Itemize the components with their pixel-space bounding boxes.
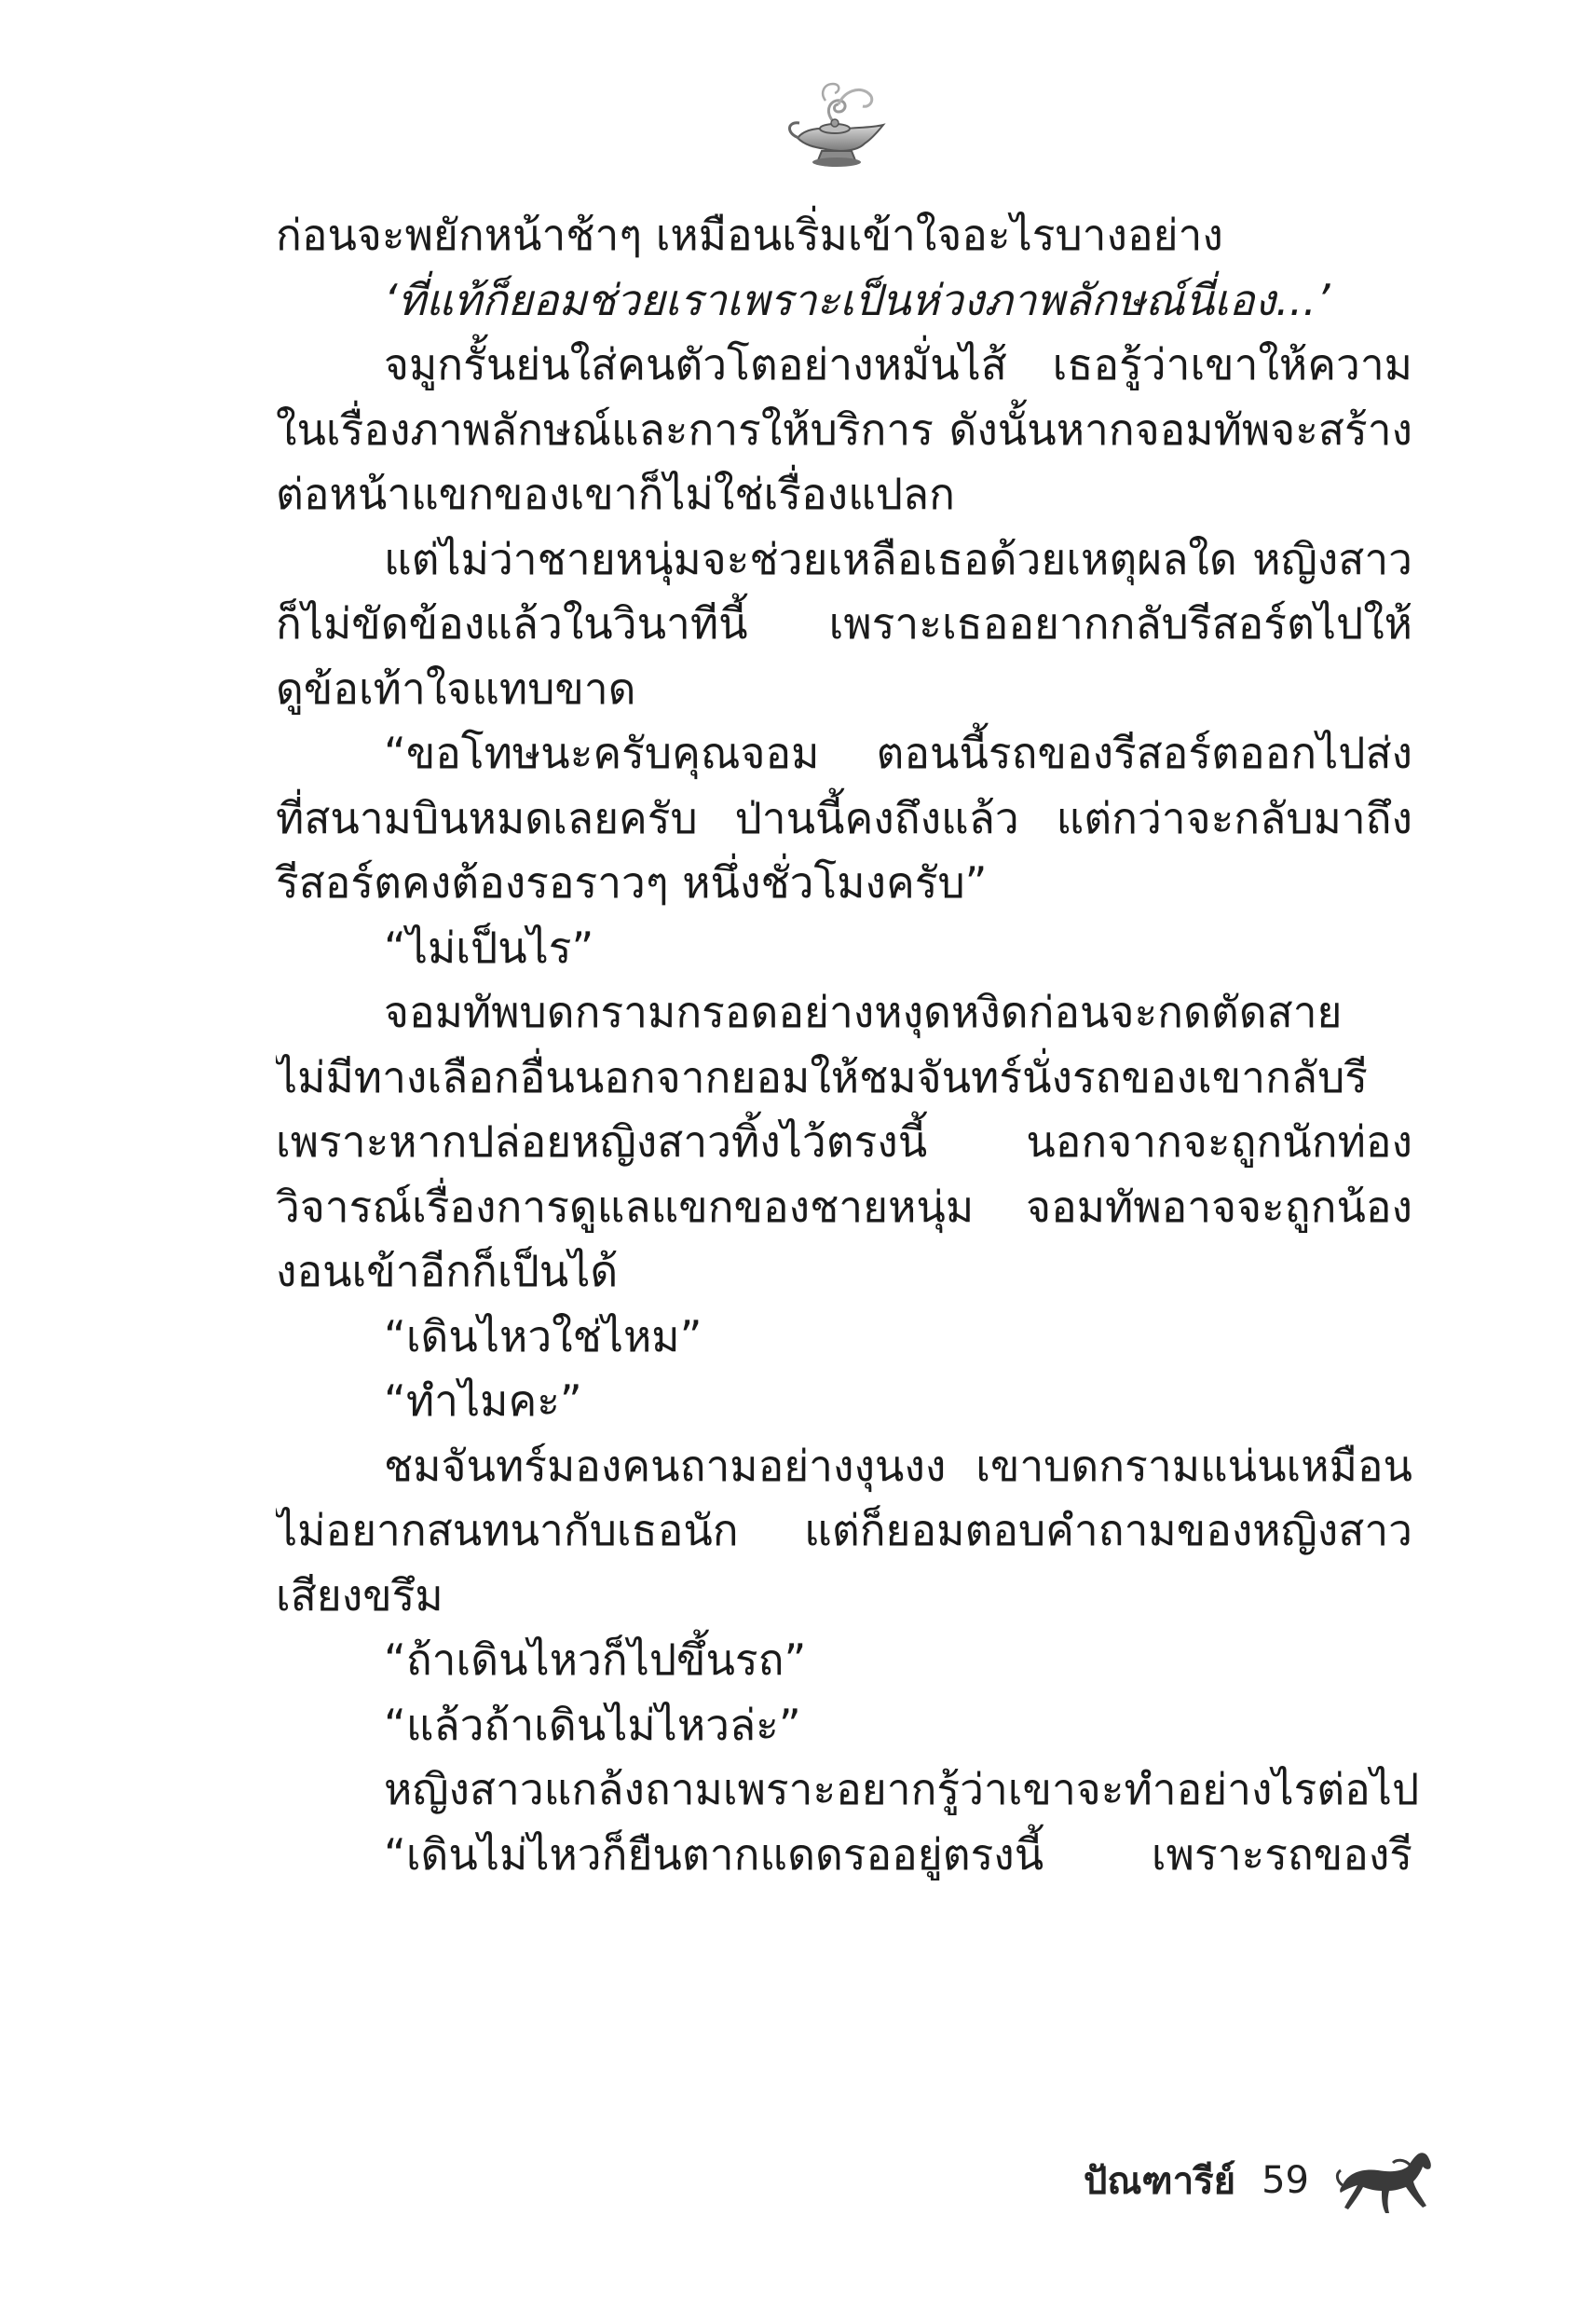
text-line: วิจารณ์เรื่องการดูแลแขกของชายหนุ่ม จอมทัพอาจจะถูกน้อง (276, 1181, 1412, 1232)
text-line: “ทำไมคะ” (384, 1375, 582, 1426)
footer-title: ปัณฑารีย์ (1084, 2160, 1236, 2203)
body-text (276, 203, 1420, 1887)
text-line: ที่สนามบินหมดเลยครับ ป่านนี้คงถึงแล้ว แต่กว่าจะกลับมาถึง (276, 792, 1412, 843)
text-line: เสียงขรึม (276, 1569, 443, 1620)
text-line: หญิงสาวแกล้งถามเพราะอยากรู้ว่าเขาจะทำอย่างไรต่อไป (384, 1764, 1420, 1814)
text-line: ก็ไม่ขัดข้องแล้วในวินาทีนี้ เพราะเธออยากกลับรีสอร์ตไปให้ (276, 598, 1412, 649)
text-line: “ไม่เป็นไร” (384, 922, 594, 973)
text-line: งอนเข้าอีกก็เป็นได้ (276, 1246, 619, 1296)
text-line: จอมทัพบดกรามกรอดอย่างหงุดหงิดก่อนจะกดตัดสาย (384, 987, 1343, 1037)
text-line: ‘ที่แท้ก็ยอมช่วยเราเพราะเป็นห่วงภาพลักษณ์นี่เอง...’ (384, 274, 1330, 325)
page-number: 59 (1262, 2159, 1309, 2202)
text-line: ต่อหน้าแขกของเขาก็ไม่ใช่เรื่องแปลก (276, 469, 955, 519)
text-line: “เดินไหวใช่ไหม” (384, 1310, 703, 1361)
horse-icon (1335, 2144, 1438, 2217)
text-line: ก่อนจะพยักหน้าช้าๆ เหมือนเริ่มเข้าใจอะไรบางอย่าง (276, 210, 1223, 260)
text-line: “ขอโทษนะครับคุณจอม ตอนนี้รถของรีสอร์ตออกไปส่ง (384, 728, 1412, 778)
text-line: ในเรื่องภาพลักษณ์และการให้บริการ ดังนั้นหากจอมทัพจะสร้าง (276, 403, 1412, 455)
page-footer (1084, 2143, 1438, 2218)
text-line: ไม่มีทางเลือกอื่นนอกจากยอมให้ชมจันทร์นั่งรถของเขากลับรี (276, 1051, 1369, 1102)
genie-lamp-icon (779, 73, 900, 175)
text-line: เพราะหากปล่อยหญิงสาวทิ้งไว้ตรงนี้ นอกจากจะถูกนักท่อง (276, 1116, 1412, 1167)
text-line: แต่ไม่ว่าชายหนุ่มจะช่วยเหลือเธอด้วยเหตุผลใด หญิงสาว (384, 533, 1412, 584)
text-line: “ถ้าเดินไหวก็ไปขึ้นรถ” (384, 1634, 807, 1685)
text-line: “แล้วถ้าเดินไม่ไหวล่ะ” (384, 1699, 801, 1750)
text-line: ดูข้อเท้าใจแทบขาด (276, 663, 636, 714)
text-line: รีสอร์ตคงต้องรอราวๆ หนึ่งชั่วโมงครับ” (276, 857, 988, 908)
text-line: ชมจันทร์มองคนถามอย่างงุนงง เขาบดกรามแน่นเหมือน (384, 1440, 1412, 1491)
text-line: ไม่อยากสนทนากับเธอนัก แต่ก็ยอมตอบคำถามของหญิงสาว (276, 1505, 1412, 1555)
text-line: จมูกรั้นย่นใส่คนตัวโตอย่างหมั่นไส้ เธอรู้ว่าเขาให้ความ (384, 339, 1412, 390)
text-line: “เดินไม่ไหวก็ยืนตากแดดรออยู่ตรงนี้ เพราะรถของรี (384, 1828, 1412, 1880)
